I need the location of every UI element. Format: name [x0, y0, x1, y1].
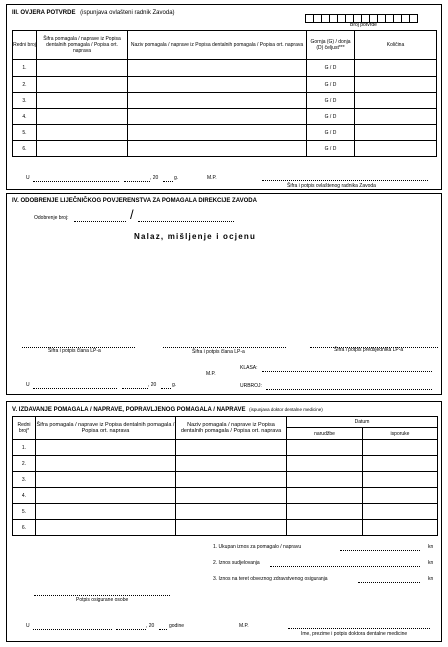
section-4-g-label: g. [172, 382, 177, 388]
row-number: 3. [13, 472, 36, 488]
sifra-cell[interactable] [36, 520, 176, 536]
sifra-cell[interactable] [36, 504, 176, 520]
section-3-stamp-label: M.P. [207, 175, 217, 181]
section-5-year-field[interactable] [159, 629, 167, 630]
potvrda-number-label: Broj potvrde [350, 22, 377, 28]
narudzbe-cell[interactable] [287, 472, 363, 488]
sudjelovanje-kn: kn [428, 560, 434, 566]
section-5-table [12, 416, 438, 536]
row-number: 5. [13, 125, 37, 141]
jaw-cell[interactable]: G / D [307, 93, 355, 109]
odobrenje-label: Odobrenje broj: [34, 215, 69, 221]
sifra-cell[interactable] [37, 141, 128, 157]
sifra-cell[interactable] [36, 456, 176, 472]
kolicina-cell[interactable] [355, 77, 437, 93]
ukupan-iznos-label: 1. Ukupan iznos za pomagalo / napravu [213, 544, 302, 550]
sudjelovanje-label: 2. Iznos sudjelovanja [213, 560, 260, 566]
osigurana-osoba-signature-field[interactable] [34, 595, 170, 596]
sifra-cell[interactable] [37, 109, 128, 125]
jaw-cell[interactable]: G / D [307, 60, 355, 77]
section-3-date-field[interactable] [124, 181, 150, 182]
section-4-place-field[interactable] [33, 388, 117, 389]
jaw-cell[interactable]: G / D [307, 77, 355, 93]
row-number: 2. [13, 456, 36, 472]
naziv-cell[interactable] [176, 520, 287, 536]
header-rb: Redni broj [13, 31, 37, 60]
v-header-naziv: Naziv pomagala / naprave iz Popisa dentalnih pomagala / Popisa ort. naprava [176, 417, 287, 440]
section-5-heading [12, 406, 323, 414]
sudjelovanje-field[interactable] [270, 566, 420, 567]
osiguranje-label: 3. Iznos na teret obveznog zdravstvenog osiguranja [213, 576, 328, 582]
naziv-cell[interactable] [176, 488, 287, 504]
row-number: 4. [13, 488, 36, 504]
kolicina-cell[interactable] [355, 125, 437, 141]
naziv-cell[interactable] [128, 60, 307, 77]
row-number: 4. [13, 109, 37, 125]
section-4-date-field[interactable] [122, 388, 148, 389]
osiguranje-kn: kn [428, 576, 434, 582]
sifra-cell[interactable] [37, 93, 128, 109]
doctor-signature-field[interactable] [288, 628, 430, 629]
section-3-place-label: U [26, 175, 30, 181]
section-3-title: III. OVJERA POTVRDE [12, 10, 76, 16]
row-number: 2. [13, 77, 37, 93]
ukupan-iznos-kn: kn [428, 544, 434, 550]
section-3-signature-caption: Šifra i potpis ovlaštenog radnika Zavoda [287, 183, 376, 189]
naziv-cell[interactable] [176, 456, 287, 472]
v-header-isporuke: isporuke [363, 428, 438, 440]
jaw-cell[interactable]: G / D [307, 109, 355, 125]
kolicina-cell[interactable] [355, 109, 437, 125]
isporuke-cell[interactable] [363, 472, 438, 488]
sifra-cell[interactable] [36, 488, 176, 504]
naziv-cell[interactable] [128, 77, 307, 93]
sifra-cell[interactable] [37, 77, 128, 93]
naziv-cell[interactable] [128, 93, 307, 109]
kolicina-cell[interactable] [355, 60, 437, 77]
row-number: 6. [13, 141, 37, 157]
isporuke-cell[interactable] [363, 520, 438, 536]
section-5-year-label: , 20 [146, 623, 155, 629]
section-3-g-label: g. [174, 175, 179, 181]
header-kolicina: Količina [355, 31, 437, 60]
kolicina-cell[interactable] [355, 93, 437, 109]
osiguranje-field[interactable] [358, 582, 420, 583]
section-5-subtitle: (ispunjava doktor dentalne medicine) [249, 407, 323, 412]
jaw-cell[interactable]: G / D [307, 141, 355, 157]
section-5-date-field[interactable] [116, 629, 146, 630]
klasa-field[interactable] [262, 371, 432, 372]
section-5-place-label: U [26, 623, 30, 629]
doctor-signature-caption: Ime, prezime i potpis doktora dentalne medicine [301, 631, 408, 637]
section-3-heading [12, 10, 175, 17]
isporuke-cell[interactable] [363, 440, 438, 456]
naziv-cell[interactable] [176, 504, 287, 520]
nalaz-heading: Nalaz, mišljenje i ocjenu [134, 232, 257, 241]
section-4-place-label: U [26, 382, 30, 388]
naziv-cell[interactable] [176, 440, 287, 456]
section-3-table [12, 30, 437, 157]
isporuke-cell[interactable] [363, 488, 438, 504]
osigurana-osoba-caption: Potpis osigurane osobe [76, 597, 129, 603]
potvrda-number-boxes[interactable] [306, 10, 438, 19]
section-5-title: V. IZDAVANJE POMAGALA / NAPRAVE, POPRAVLJENOG POMAGALA / NAPRAVE [12, 407, 246, 413]
v-header-narudzbe: narudžbe [287, 428, 363, 440]
ukupan-iznos-field[interactable] [340, 550, 420, 551]
section-4-panel [6, 193, 442, 395]
v-header-rb: Redni broj* [13, 417, 36, 440]
isporuke-cell[interactable] [363, 504, 438, 520]
narudzbe-cell[interactable] [287, 456, 363, 472]
urbroj-field[interactable] [266, 389, 432, 390]
section-3-subtitle: (ispunjava ovlašteni radnik Zavoda) [80, 10, 175, 16]
odobrenje-field-2[interactable] [138, 221, 234, 222]
narudzbe-cell[interactable] [287, 520, 363, 536]
odobrenje-slash: / [130, 207, 134, 222]
section-3-year-field[interactable] [163, 181, 173, 182]
lp-member-2-signature-field[interactable] [163, 347, 286, 348]
section-4-year-field[interactable] [161, 388, 171, 389]
row-number: 1. [13, 440, 36, 456]
odobrenje-field-1[interactable] [74, 221, 126, 222]
section-5-stamp-label: M.P. [239, 623, 249, 629]
urbroj-label: URBROJ: [240, 383, 262, 389]
naziv-cell[interactable] [128, 125, 307, 141]
header-sifra: Šifra pomagala / naprave iz Popisa dentalnih pomagala / Popisa ort. naprava [37, 31, 128, 60]
lp-president-caption: Šifra i potpis predsjednika LP-a [334, 347, 404, 353]
section-5-godine-label: godine [169, 623, 185, 629]
narudzbe-cell[interactable] [287, 504, 363, 520]
row-number: 3. [13, 93, 37, 109]
v-header-datum: Datum [287, 417, 438, 428]
naziv-cell[interactable] [128, 141, 307, 157]
row-number: 6. [13, 520, 36, 536]
isporuke-cell[interactable] [363, 456, 438, 472]
section-3-signature-field[interactable] [262, 180, 428, 181]
row-number: 5. [13, 504, 36, 520]
lp-member-1-caption: Šifra i potpis člana LP-a [48, 348, 101, 354]
jaw-cell[interactable]: G / D [307, 125, 355, 141]
section-3-year-label: , 20 [150, 175, 159, 181]
narudzbe-cell[interactable] [287, 488, 363, 504]
section-4-stamp-label: M.P. [206, 371, 216, 377]
header-naziv: Naziv pomagala / naprave iz Popisa dentalnih pomagala / Popisa ort. naprava [128, 31, 307, 60]
section-4-title: IV. ODOBRENJE LIJEČNIČKOG POVJERENSTVA ZA POMAGALA DIREKCIJE ZAVODA [12, 198, 257, 204]
kolicina-cell[interactable] [355, 141, 437, 157]
section-5-place-field[interactable] [33, 629, 112, 630]
v-header-sifra: Šifra pomagala / naprave iz Popisa dentalnih pomagala / Popisa ort. naprava [36, 417, 176, 440]
narudzbe-cell[interactable] [287, 440, 363, 456]
section-4-year-label: , 20 [148, 382, 157, 388]
sifra-cell[interactable] [36, 440, 176, 456]
sifra-cell[interactable] [36, 472, 176, 488]
naziv-cell[interactable] [128, 109, 307, 125]
lp-member-2-caption: Šifra i potpis člana LP-a [192, 349, 245, 355]
naziv-cell[interactable] [176, 472, 287, 488]
section-3-place-field[interactable] [33, 181, 119, 182]
klasa-label: KLASA: [240, 365, 258, 371]
sifra-cell[interactable] [37, 60, 128, 77]
row-number: 1. [13, 60, 37, 77]
header-gornja-donja: Gornja (G) / donja (D) čeljust*** [307, 31, 355, 60]
sifra-cell[interactable] [37, 125, 128, 141]
